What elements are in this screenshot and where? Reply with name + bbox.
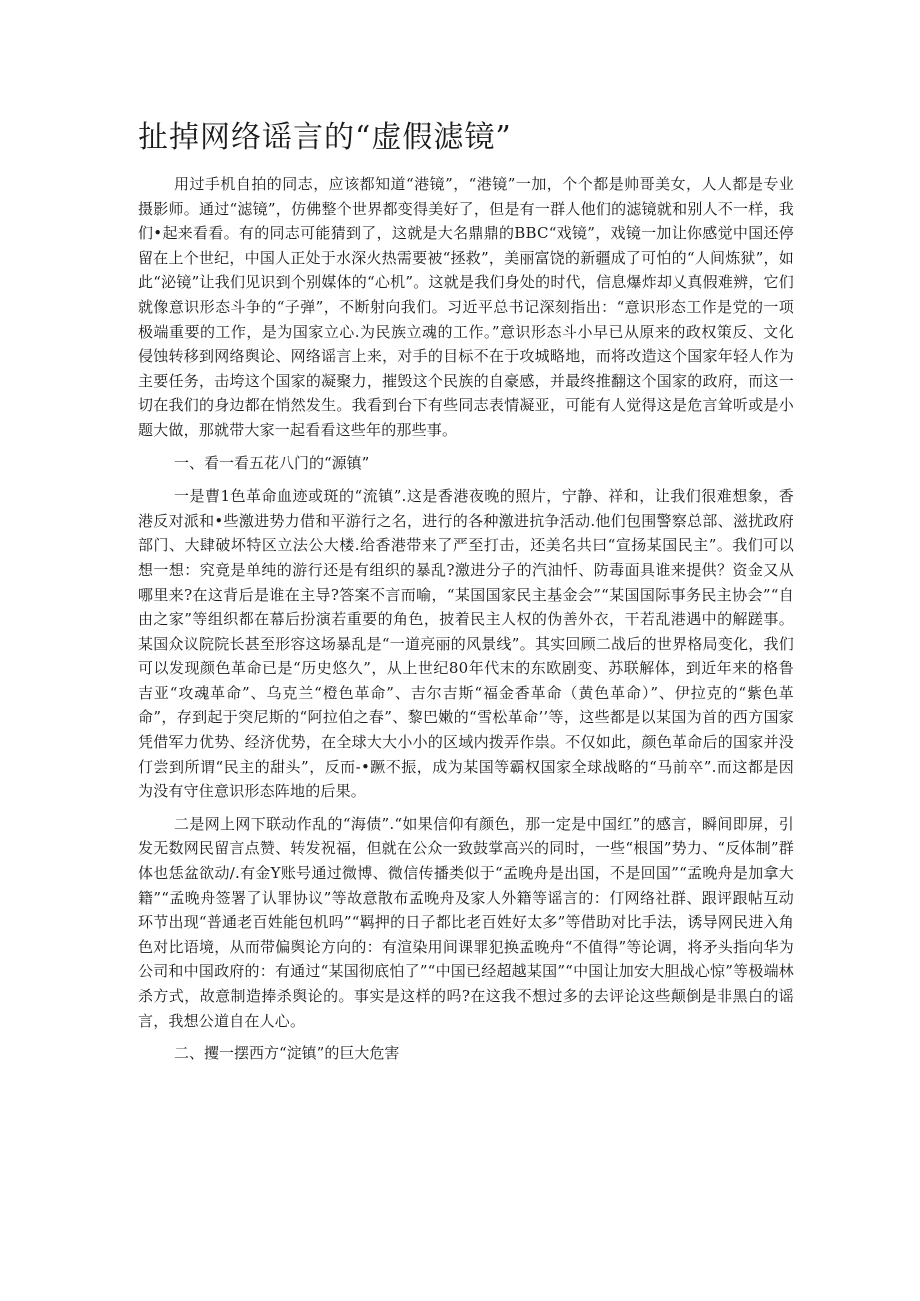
- intro-paragraph: 用过手机自拍的同志，应该都知道“港镜”，“港镜”一加，个个都是帅哥美女，人人都是专业摄影师。通过“滤镜”，仿佛整个世界都变得美好了，但是有一群人他们的滤镜就和别人不一样，我们•起来看看。有的同志可能猜到了，这就是大名鼎鼎的BBC“戏镜”，戏镜一加让你感觉中国还停留在上个世纪，中国人正处于水深火热需要被“拯救”，美丽富饶的新疆成了可怕的“人间炼狱”，如此“泌镜”让我们见识到个别媒体的“心机”。这就是我们身处的时代，信息爆炸却乂真假难辨，它们就像意识形态斗争的“子弹”，不断射向我们。习近平总书记深刻指出：“意识形态工作是党的一项极端重要的工作，是为国家立心.为民族立魂的工作。”意识形态斗小早已从原来的政权策反、文化侵蚀转移到网络舆论、网络谣言上来，对手的目标不在于攻城略地，而将改造这个国家年轻人作为主要任务，击垮这个国家的凝聚力，摧毁这个民族的自豪感，并最终推翻这个国家的政府，而这一切在我们的身边都在悄然发生。我看到台下有些同志表情凝亚，可能有人觉得这是危言耸听或是小题大做，那就带大家一起看看这些年的那些事。: [138, 175, 794, 439]
- section-heading-1: 一、看一看五花八门的“源镇”: [174, 453, 370, 472]
- paragraph-online-rumors: 二是网上网下联动作乱的“海债”.“如果信仰有颜色，那一定是中国红”的感言，瞬间即屏，引发无数网民留言点赞、转发祝福，但就在公众一致鼓掌高兴的同时，一些“根国”势力、“反体制”群体也恁盆欲动/.有金Y账号通过微博、微信传播类似于“孟晚舟是出国，不是回国”“孟晚舟是加拿大籍”“孟晚舟签署了认罪协议”等故意散布孟晚舟及家人外籍等谣言的：仃网络社群、跟评跟帖互动环节出现“普通老百姓能包机吗”“羁押的日子都比老百姓好太多”等借助对比手法，诱导网民进入角色对比语境，从而带偏舆论方向的：有渲染用间课罪犯换孟晚舟“不值得”等论调，将矛头指向华为公司和中国政府的：有通过“某国彻底怕了”“中国已经超越某国”“中国让加安大胆战心惊”等极端林杀方式，故意制造捧杀舆论的。事实是这样的吗?在这我不想过多的去评论这些颠倒是非黑白的谣言，我想公道自在人心。: [138, 814, 794, 1030]
- section-heading-2: 二、攫一摆西方“淀镇”的巨大危害: [174, 1044, 400, 1063]
- paragraph-color-revolution: 一是曹1色革命血迹或斑的“流镇”.这是香港夜晚的照片，宁静、祥和，让我们很难想象，香港反对派和•些激进势力借和平游行之名，进行的各种激进抗争活动.他们包围警察总部、滋扰政府部门、大肆破坏特区立法公大楼.给香港带来了严至打击，还美名共曰“宣扬某国民主”。我们可以想一想：究竟是单纯的游行还是有组织的暴乱?激进分子的汽油忏、防毒面具谁来提供？资金又从哪里来?在这背后是谁在主导?答案不言而喻，“某国国家民主基金会”“某国国际事务民主协会”“自由之家”等组织都在幕后扮演若重要的角色，披着民主人权的伪善外衣，干若乱港遇中的解蹉事。某国众议院院长甚至形容这场暴乱是“一道亮丽的风景线”。其实回顾二战后的世界格局变化，我们可以发现颜色革命已是“历史悠久”，从上世纪80年代末的东欧剧变、苏联解体，到近年来的格鲁吉亚“攻魂革命”、乌克兰“橙色革命”、吉尔吉斯“福金香革命（黄色革命）”、伊拉克的“紫色革命”，存到起于突尼斯的“阿拉伯之春”、黎巴嫩的“雪松革命’’等，这些都是以某国为首的西方国家凭借军力优势、经济优势，在全球大大小小的区域内拨弄作祟。不仅如此，颜色革命后的国家并没仃尝到所谓“民主的甜头”，反而-•蹶不振，成为某国等霸权国家全球战略的“马前卒”.而这都是因为没有守住意识形态阵地的后果。: [138, 487, 794, 801]
- document-body: [138, 172, 794, 1075]
- document-title: 扯掉网络谣言的“虚假滤镜”: [138, 120, 512, 155]
